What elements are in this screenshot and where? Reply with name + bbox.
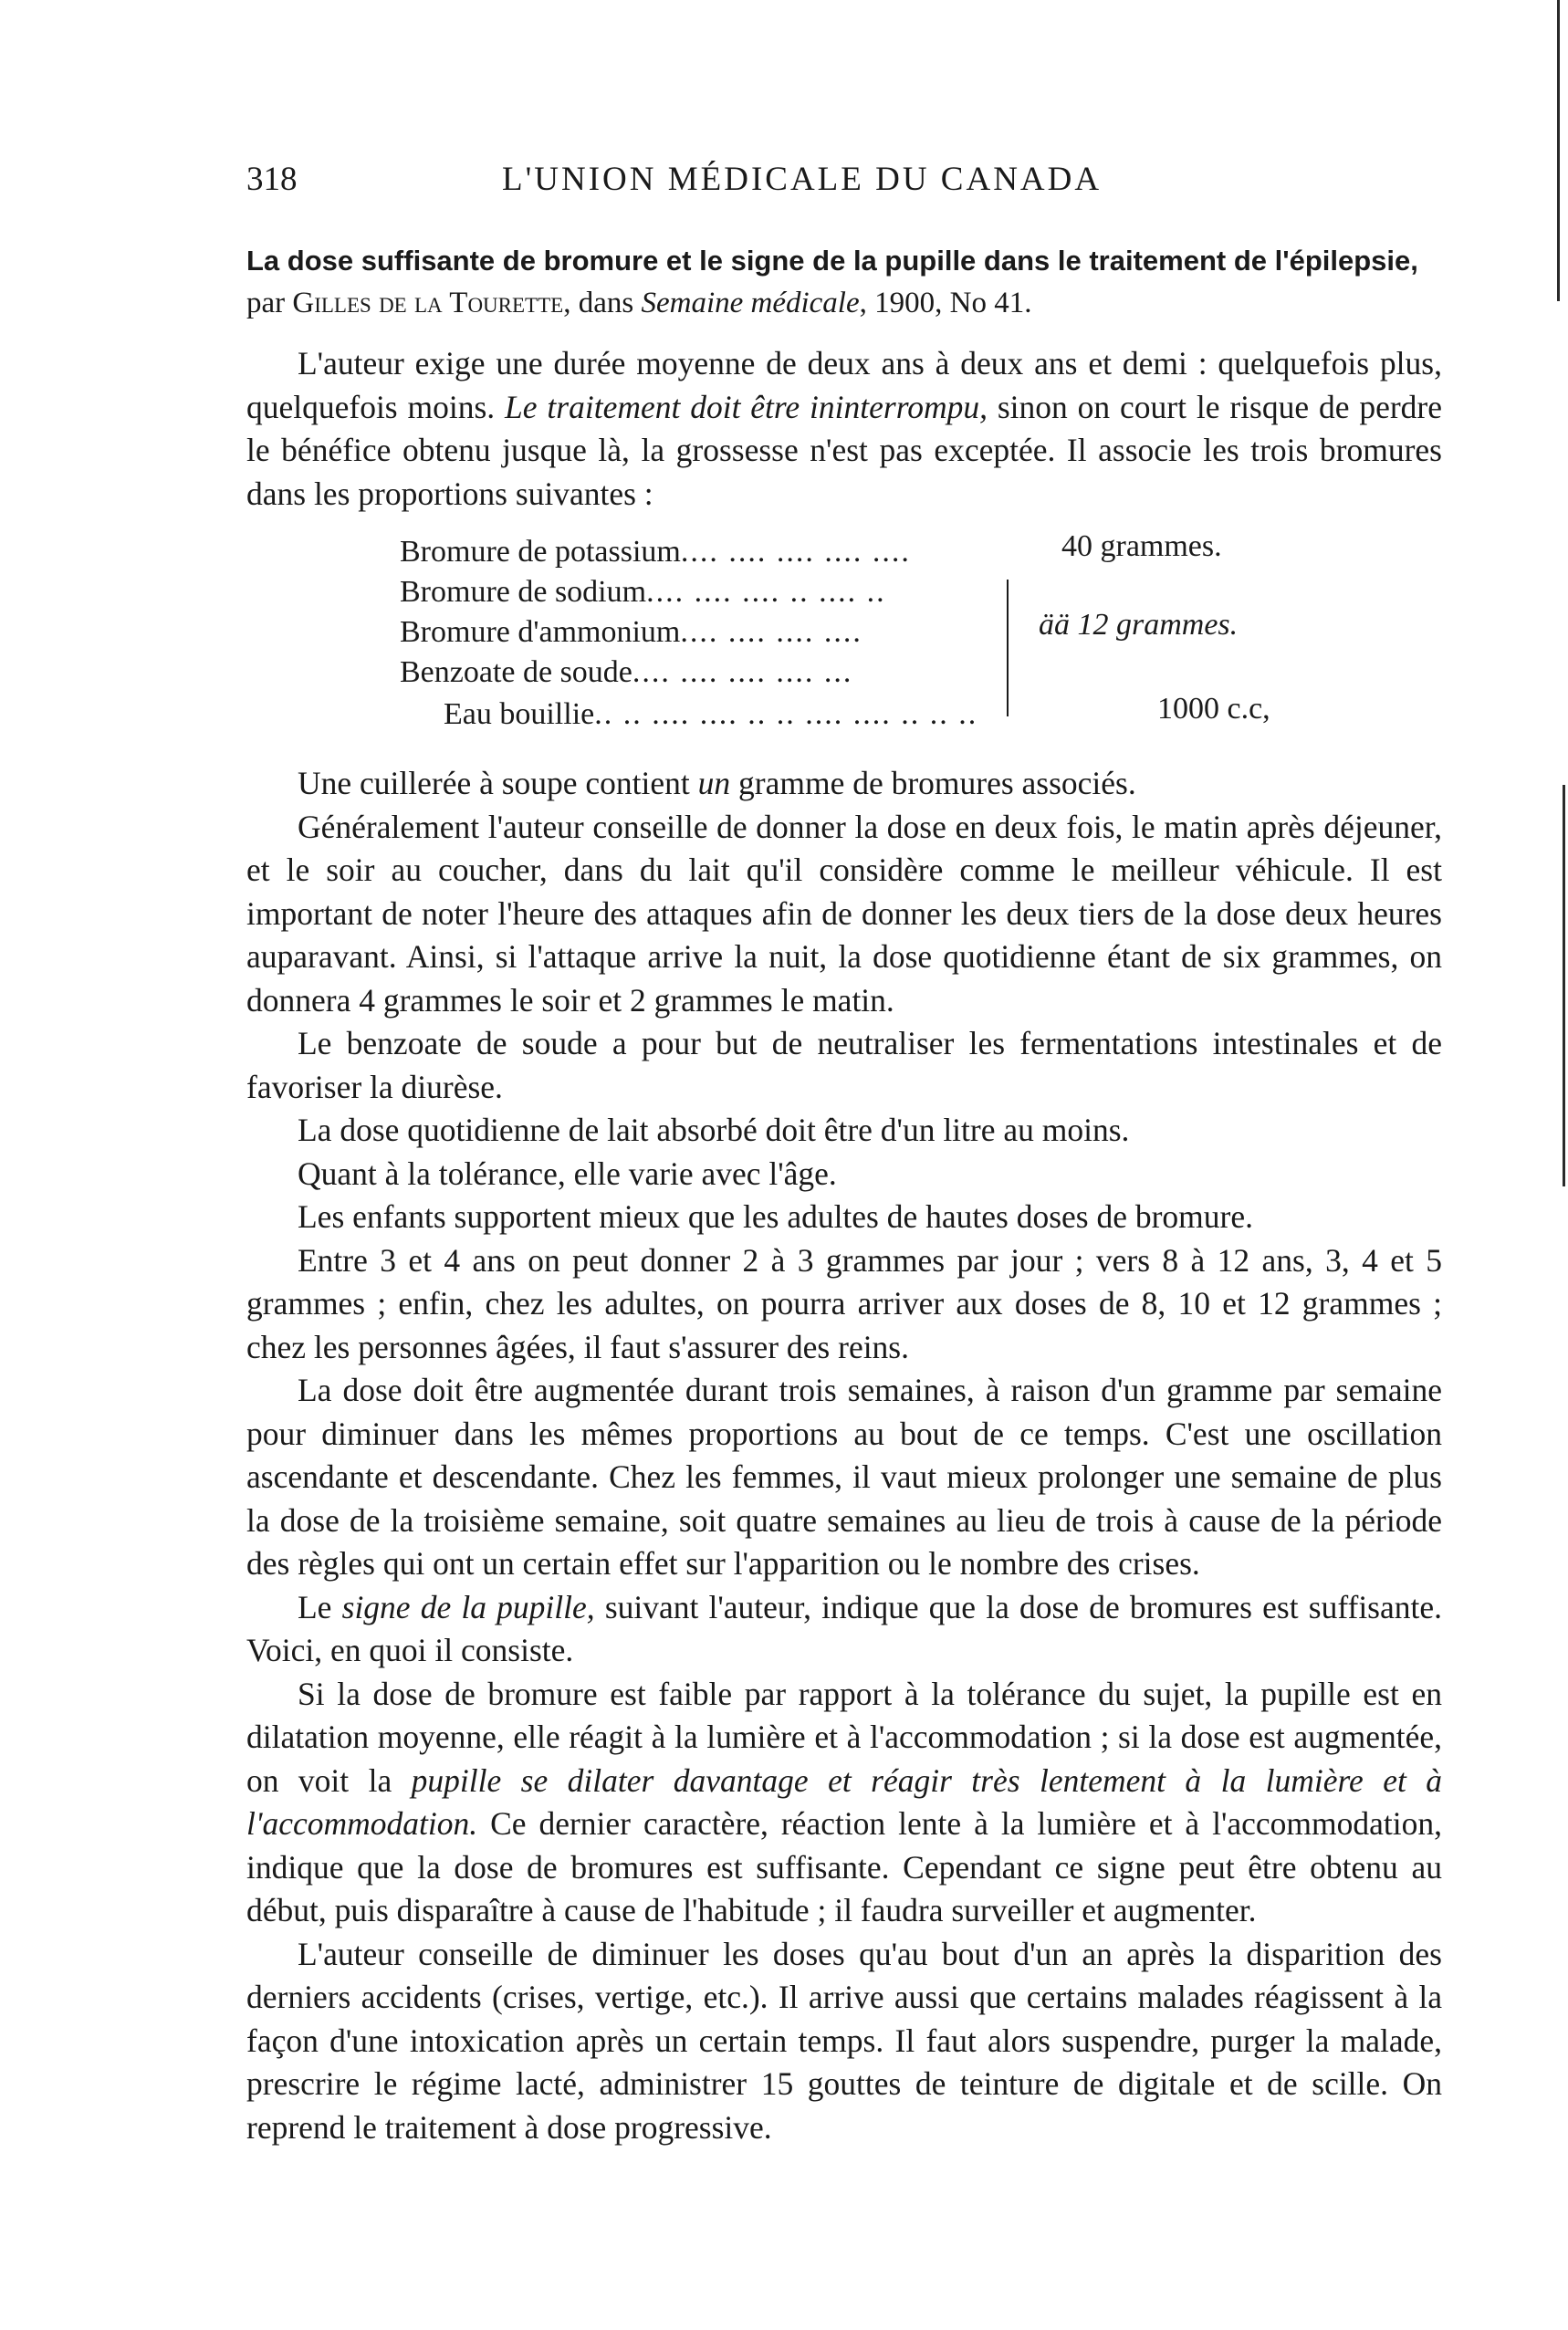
paragraph-tolerance: Quant à la tolérance, elle varie avec l'âge. [298, 1155, 837, 1192]
formula-row: Bromure de potassium.... .... .... .... .... [400, 535, 911, 569]
paragraph-weekly-increase: La dose doit être augmentée durant trois semaines, à raison d'un gramme par semaine pour diminuer dans les mêmes proportions au bout de ce temps. C'est une oscillation ascendante et descendante. Chez les femmes, il vaut mieux prolonger une semaine de plus la dose de la troisième semaine, soit quatre semaines au lieu de trois à cause de la période des règles qui ont un certain effet sur l'apparition ou le nombre des crises. [246, 1372, 1442, 1582]
paragraph-spoonful: Une cuillerée à soupe contient un gramme de bromures associés. [298, 765, 1136, 801]
paragraph-dose-reduction: L'auteur conseille de diminuer les doses qu'au bout d'un an après la disparition des derniers accidents (crises, vertige, etc.). Il arrive aussi que certains malades réagissent à la façon d'une intoxication après un certain temps. Il faut alors suspendre, purger la malade, prescrire le régime lacté, administrer 15 gouttes de teinture de digitale et de scille. On reprend le traitement à dose progressive. [246, 1935, 1442, 2146]
article-title-by: par [246, 287, 286, 319]
journal-title: L'UNION MÉDICALE DU CANADA [502, 161, 1103, 198]
running-head [246, 160, 1442, 214]
paragraph-duration: L'auteur exige une durée moyenne de deux ans à deux ans et demi : quelquefois plus, quelquefois moins. Le traitement doit être ininterrompu, sinon on court le risque de perdre le bénéfice obtenu jusque là, la grossesse n'est pas exceptée. Il associe les trois bromures dans les proportions suivantes : [246, 345, 1442, 512]
formula-brace [1007, 580, 1009, 716]
formula-qty: 1000 c.c, [1157, 692, 1270, 726]
bromide-formula [400, 529, 1312, 742]
scan-edge-line-top [1557, 0, 1560, 301]
article-source: Semaine médicale [641, 287, 860, 319]
page-number: 318 [246, 161, 298, 198]
formula-row: Bromure de sodium.... .... .... .. .... .. [400, 575, 886, 609]
paragraph-pupil-sign: Le signe de la pupille, suivant l'auteur, indique que la dose de bromures est suffisante. Voici, en quoi il consiste. [246, 1588, 1443, 1668]
paragraph-milk: La dose quotidienne de lait absorbé doit être d'un litre au moins. [298, 1112, 1130, 1148]
article-author: Gilles de la Tourette [292, 287, 564, 319]
article-title [246, 240, 1442, 324]
scan-edge-line-middle [1563, 785, 1565, 1186]
document-page [246, 160, 1442, 2149]
article-source-details: , 1900, No 41. [859, 287, 1032, 319]
formula-grouped-qty: ää 12 grammes. [1039, 608, 1239, 642]
paragraph-pupil-description: Si la dose de bromure est faible par rapport à la tolérance du sujet, la pupille est en dilatation moyenne, elle réagit à la lumière et à l'accommodation ; si la dose est augmentée, on voit la pupille se dilater davantage et réagir très lentement à la lumière et à l'accommodation. Ce dernier caractère, réaction lente à la lumière et à l'accommodation, indique que la dose de bromures est suffisante. Cependant ce signe peut être obtenu au début, puis disparaître à cause de l'habitude ; il faudra surveiller et augmenter. [246, 1675, 1443, 1928]
paragraph-children: Les enfants supportent mieux que les adultes de hautes doses de bromure. [298, 1198, 1253, 1235]
formula-row: Bromure d'ammonium.... .... .... .... [400, 615, 862, 649]
formula-row: Benzoate de soude.... .... .... .... ... [400, 655, 853, 689]
formula-qty: 40 grammes. [1061, 529, 1222, 563]
article-title-in: , dans [563, 287, 634, 319]
article-title-text: La dose suffisante de bromure et le signe de la pupille dans le traitement de l'épilepsie, [246, 245, 1418, 277]
paragraph-age-doses: Entre 3 et 4 ans on peut donner 2 à 3 grammes par jour ; vers 8 à 12 ans, 3, 4 et 5 grammes ; enfin, chez les adultes, on pourra arriver aux doses de 8, 10 et 12 grammes ; chez les personnes âgées, il faut s'assurer des reins. [246, 1241, 1442, 1365]
paragraph-schedule: Généralement l'auteur conseille de donner la dose en deux fois, le matin après déjeuner, et le soir au coucher, dans du lait qu'il considère comme le meilleur véhicule. Il est important de noter l'heure des attaques afin de donner les deux tiers de la dose deux heures auparavant. Ainsi, si l'attaque arrive la nuit, la dose quotidienne étant de six grammes, on donnera 4 grammes le soir et 2 grammes le matin. [246, 808, 1442, 1019]
paragraph-benzoate: Le benzoate de soude a pour but de neutraliser les fermentations intestinales et de favoriser la diurèse. [246, 1025, 1442, 1105]
formula-row: Eau bouillie.. .. .... .... .. .. .... .... .. .. .. [444, 697, 978, 731]
